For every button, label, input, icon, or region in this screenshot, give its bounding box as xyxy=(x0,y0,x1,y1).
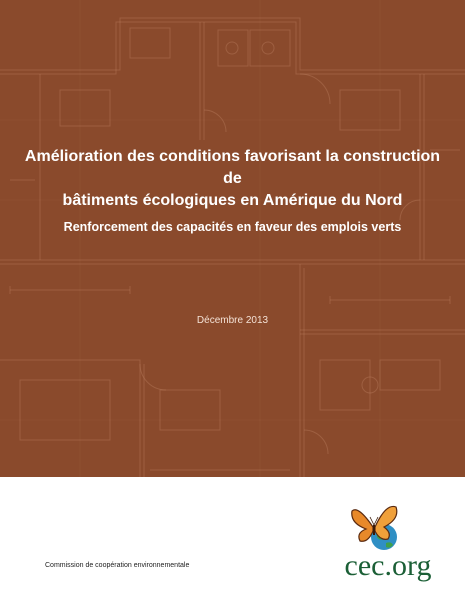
publication-date: Décembre 2013 xyxy=(196,315,269,326)
cover-footer xyxy=(0,477,465,600)
report-title-line-1: Amélioration des conditions favorisant la construction de xyxy=(24,148,441,187)
cec-logo xyxy=(338,501,438,591)
butterfly-globe-icon xyxy=(348,501,408,555)
report-title-line-2: bâtiments écologiques en Amérique du Nord xyxy=(62,192,403,209)
report-subtitle: Renforcement des capacités en faveur des emplois verts xyxy=(63,220,402,234)
organization-name: Commission de coopération environnementale xyxy=(45,562,190,569)
logo-wordmark: cec.org xyxy=(344,549,432,582)
report-title xyxy=(20,146,445,212)
